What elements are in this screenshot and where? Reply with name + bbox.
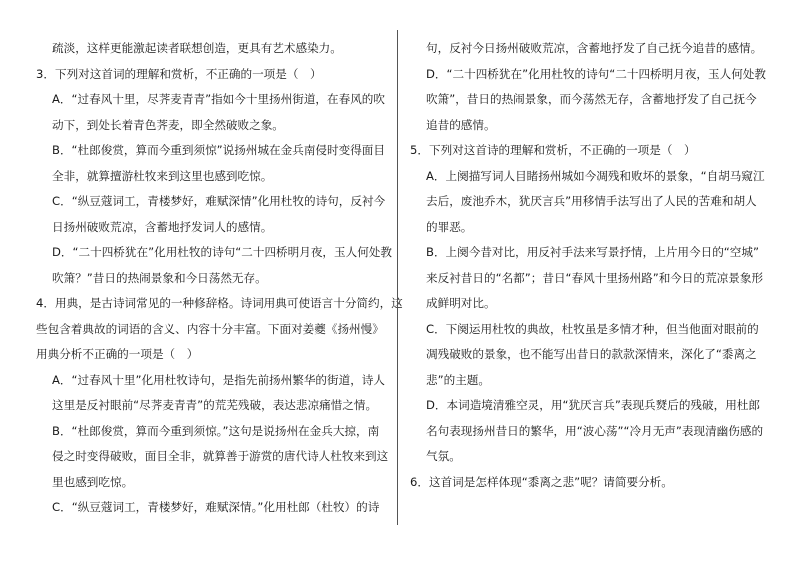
text-line: B．“杜郎俊赏，算而今重到须惊”说扬州城在金兵南侵时变得面目 — [52, 143, 385, 157]
text-line: 成鲜明对比。 — [426, 296, 496, 310]
text-line: B．上阕今昔对比，用反衬手法来写景抒情，上片用今日的“空城” — [426, 245, 759, 259]
text-line: A．上阕描写词人目睹扬州城如今凋残和败坏的景象，“自胡马窥江 — [426, 168, 765, 183]
text-line: 气氛。 — [426, 449, 461, 463]
text-line: 侵之时变得破败，面目全非，就算善于游赏的唐代诗人杜牧来到这 — [52, 449, 389, 463]
text-line: 吹箫”，昔日的热闹景象，而今荡然无存，含蓄地抒发了自己抚今 — [426, 92, 757, 106]
text-line: D．本词造境清雅空灵，用“犹厌言兵”表现兵燹后的残破，用杜郎 — [426, 398, 760, 412]
text-line: 悲”的主题。 — [426, 372, 490, 387]
text-line: 句，反衬今日扬州破败荒凉，含蓄地抒发了自己抚今追昔的感情。 — [426, 41, 763, 55]
text-line: D．“二十四桥犹在”化用杜牧的诗句“二十四桥明月夜，玉人何处教 — [426, 66, 766, 81]
text-line: 的罪恶。 — [426, 219, 473, 234]
text-line: 3．下列对这首词的理解和赏析，不正确的一项是（ ） — [36, 66, 322, 81]
column-divider — [397, 30, 398, 525]
text-line: 凋残破败的景象，也不能写出昔日的款款深情来，深化了“黍离之 — [426, 347, 757, 361]
text-line: 名句表现扬州昔日的繁华，用“波心荡”“冷月无声”表现清幽伤感的 — [426, 423, 764, 438]
text-line: 追昔的感情。 — [426, 117, 496, 132]
text-line: C．“纵豆蔻词工，青楼梦好，难赋深情”化用杜牧的诗句，反衬今 — [52, 194, 386, 208]
text-line: D．“二十四桥犹在”化用杜牧的诗句“二十四桥明月夜，玉人何处教 — [52, 245, 392, 259]
text-line: 去后，废池乔木，犹厌言兵”用移情手法写出了人民的苦难和胡人 — [426, 194, 757, 208]
left-column — [36, 36, 403, 521]
text-line: 来反衬昔日的“名都”；昔日“春风十里扬州路”和今日的荒凉景象形 — [426, 270, 764, 285]
text-line: 日扬州破败荒凉，含蓄地抒发词人的感情。 — [52, 219, 273, 234]
text-line: C．下阕运用杜牧的典故，杜牧虽是多情才种，但当他面对眼前的 — [426, 321, 759, 336]
text-line: 吹箫？”昔日的热闹景象和今日荡然无存。 — [52, 270, 267, 285]
text-line: 6．这首词是怎样体现“黍离之悲”呢？请简要分析。 — [410, 474, 673, 489]
text-line: 用典分析不正确的一项是（ ） — [36, 347, 199, 361]
text-line: 里也感到吃惊。 — [52, 474, 134, 489]
text-line: 全非，就算擅游杜牧来到这里也感到吃惊。 — [52, 168, 273, 183]
text-line: 这里是反衬眼前“尽荠麦青青”的荒芜残破，表达悲凉痛惜之情。 — [52, 398, 378, 412]
text-line: 些包含着典故的词语的含义、内容十分丰富。下面对姜夔《扬州慢》 — [36, 321, 384, 336]
text-line: 4．用典，是古诗词常见的一种修辞格。诗词用典可使语言十分简约，这 — [36, 296, 403, 310]
text-line: B．“杜郎俊赏，算而今重到须惊。”这句是说扬州在金兵大掠，南 — [52, 423, 380, 438]
text-line: 疏淡，这样更能激起读者联想创造，更具有艺术感染力。 — [52, 41, 342, 55]
text-line: A．“过春风十里”化用杜牧诗句，是指先前扬州繁华的街道，诗人 — [52, 372, 385, 387]
text-line: A．“过春风十里，尽荠麦青青”指如今十里扬州街道，在春风的吹 — [52, 92, 385, 106]
text-line: 5．下列对这首诗的理解和赏析，不正确的一项是（ ） — [410, 143, 696, 157]
right-column — [410, 36, 766, 495]
text-line: C．“纵豆蔻词工，青楼梦好，难赋深情。”化用杜郎（杜牧）的诗 — [52, 500, 380, 514]
text-line: 动下，到处长着青色荠麦，即全然破败之象。 — [52, 117, 284, 132]
